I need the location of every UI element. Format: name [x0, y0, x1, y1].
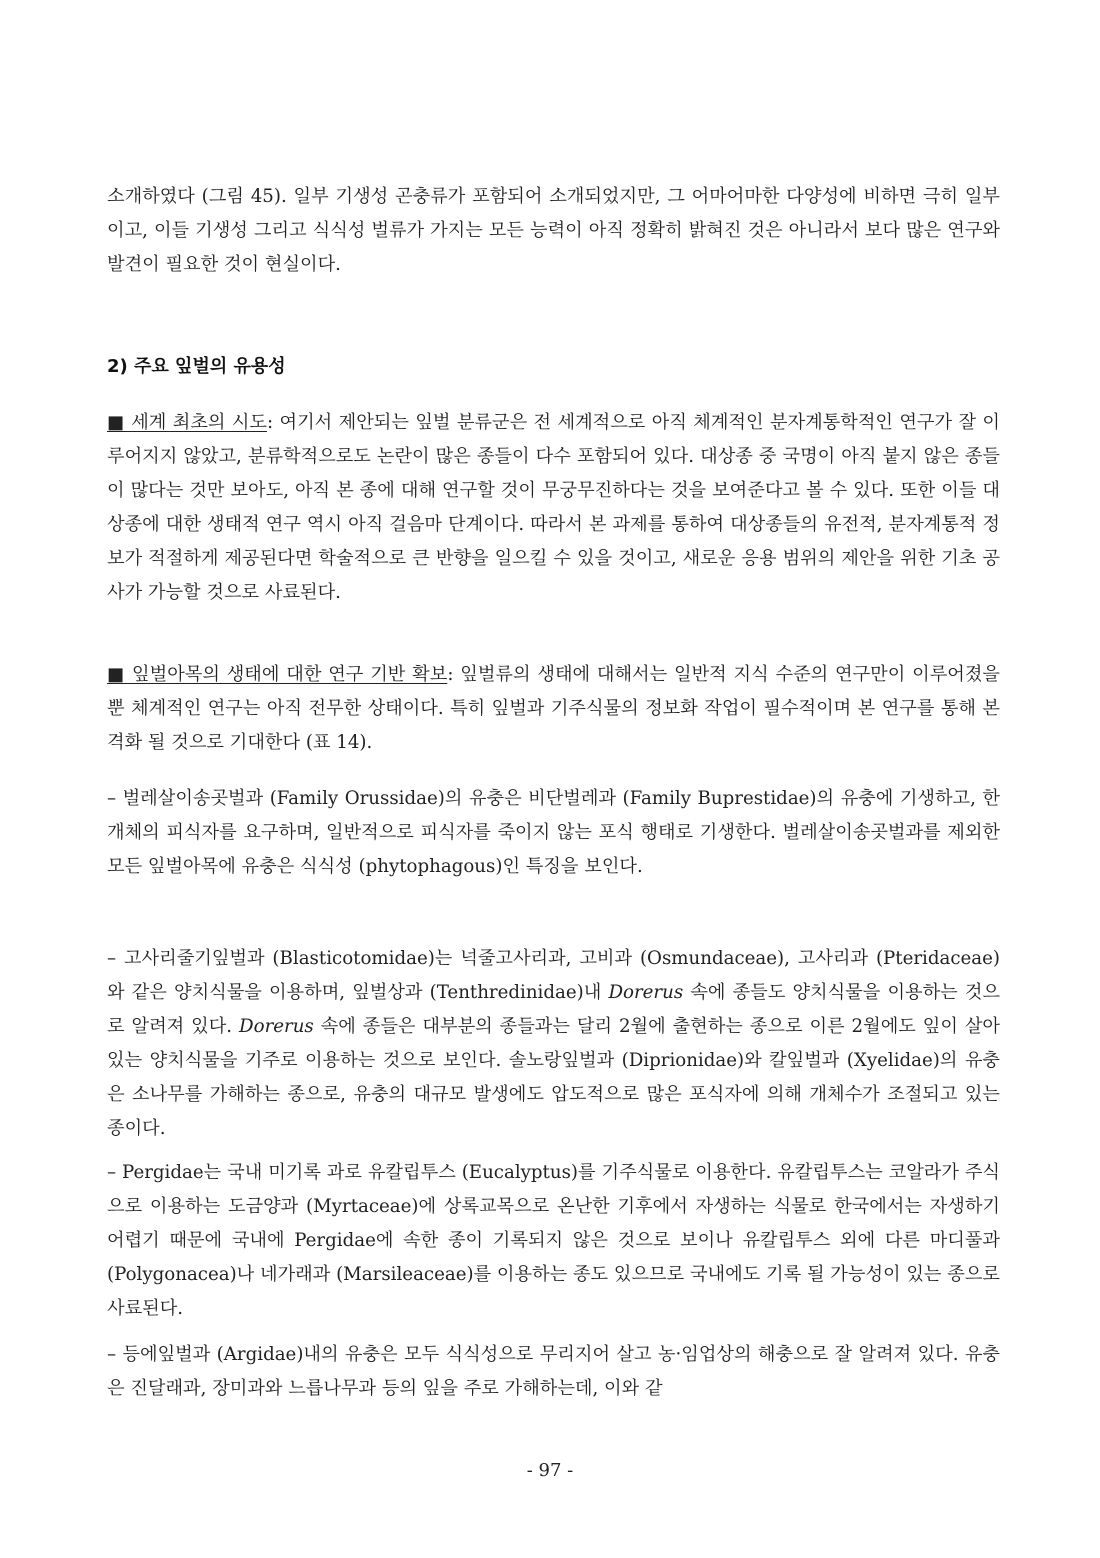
paragraph-blasticotomidae — [107, 942, 1000, 1146]
genus-name: Dorerus — [239, 1016, 314, 1037]
paragraph-body: – 등에잎벌과 (Argidae)내의 유충은 모두 식식성으로 무리지어 살고 농·임업상의 해충으로 잘 알려져 있다. 유충은 진달래과, 장미과와 느릅나무과 등의 잎을 주로 가해하는데, 이와 같 — [107, 1344, 1000, 1399]
section-heading: 2) 주요 잎벌의 유용성 — [107, 356, 286, 377]
paragraph-lead: ■ 잎벌아목의 생태에 대한 연구 기반 확보 — [107, 664, 448, 685]
paragraph-body: – Pergidae는 국내 미기록 과로 유칼립투스 (Eucalyptus)를 기주식물로 이용한다. 유칼립투스는 코알라가 주식으로 이용하는 도금양과 (Myrtaceae)에 상록교목으로 온난한 기후에서 자생하는 식물로 한국에서는 자생하기 어렵기 때문에 국내에 Pergidae에 속한 종이 기록되지 않은 것으로 보이나 유칼립투스 외에 다른 마디풀과 (Polygonacea)나 네가래과 (Marsileaceae)를 이용하는 종도 있으므로 국내에도 기록 될 가능성이 있는 종으로 사료된다. — [107, 1162, 1000, 1319]
paragraph-world-first — [107, 406, 1000, 610]
paragraph-ecology-basis — [107, 658, 1000, 760]
paragraph-pergidae — [107, 1156, 1000, 1326]
genus-name: Dorerus — [608, 982, 684, 1003]
intro-paragraph — [107, 180, 1000, 282]
paragraph-orussidae — [107, 782, 1000, 884]
paragraph-body: : 잎벌류의 생태에 대해서는 일반적 지식 수준의 연구만이 이루어졌을 뿐 체계적인 연구는 아직 전무한 상태이다. 특히 잎벌과 기주식물의 정보화 작업이 필수적이며 본 연구를 통해 본격화 될 것으로 기대한다 (표 14). — [107, 664, 1000, 753]
page-number: - 97 - — [526, 1460, 574, 1481]
paragraph-body: – 벌레살이송곳벌과 (Family Orussidae)의 유충은 비단벌레과 (Family Buprestidae)의 유충에 기생하고, 한 개체의 피식자를 요구하며, 일반적으로 피식자를 죽이지 않는 포식 행태로 기생한다. 벌레살이송곳벌과를 제외한 모든 잎벌아목에 유충은 식식성 (phytophagous)인 특징을 보인다. — [107, 788, 1000, 877]
intro-text: 소개하였다 (그림 45). 일부 기생성 곤충류가 포함되어 소개되었지만, 그 어마어마한 다양성에 비하면 극히 일부이고, 이들 기생성 그리고 식식성 벌류가 가지는 모든 능력이 아직 정확히 밝혀진 것은 아니라서 보다 많은 연구와 발견이 필요한 것이 현실이다. — [107, 186, 1000, 275]
paragraph-body-b: 속에 종들도 양치식물을 이용하는 것으로 알려져 있다. — [107, 982, 1001, 1037]
paragraph-body-c: 속에 종들은 대부분의 종들과는 달리 2월에 출현하는 종으로 이른 2월에도 잎이 살아 있는 양치식물을 기주로 이용하는 것으로 보인다. 솔노랑잎벌과 (Diprionidae)와 칼잎벌과 (Xyelidae)의 유충은 소나무를 가해하는 종으로, 유충의 대규모 발생에도 압도적으로 많은 포식자에 의해 개체수가 조절되고 있는 종이다. — [107, 1016, 1000, 1139]
paragraph-body-a: – 고사리줄기잎벌과 (Blasticotomidae)는 넉줄고사리과, 고비과 (Osmundaceae), 고사리과 (Pteridaceae)와 같은 양치식물을 이용하며, 잎벌상과 (Tenthredinidae)내 — [107, 948, 1000, 1003]
paragraph-body: : 여기서 제안되는 잎벌 분류군은 전 세계적으로 아직 체계적인 분자계통학적인 연구가 잘 이루어지지 않았고, 분류학적으로도 논란이 많은 종들이 다수 포함되어 있다. 대상종 중 국명이 아직 붙지 않은 종들이 많다는 것만 보아도, 아직 본 종에 대해 연구할 것이 무궁무진하다는 것을 보여준다고 볼 수 있다. 또한 이들 대상종에 대한 생태적 연구 역시 아직 걸음마 단계이다. 따라서 본 과제를 통하여 대상종들의 유전적, 분자계통적 정보가 적절하게 제공된다면 학술적으로 큰 반향을 일으킬 수 있을 것이고, 새로운 응용 범위의 제안을 위한 기초 공사가 가능할 것으로 사료된다. — [107, 412, 1001, 603]
paragraph-argidae — [107, 1338, 1000, 1406]
paragraph-lead: ■ 세계 최초의 시도 — [107, 412, 267, 433]
